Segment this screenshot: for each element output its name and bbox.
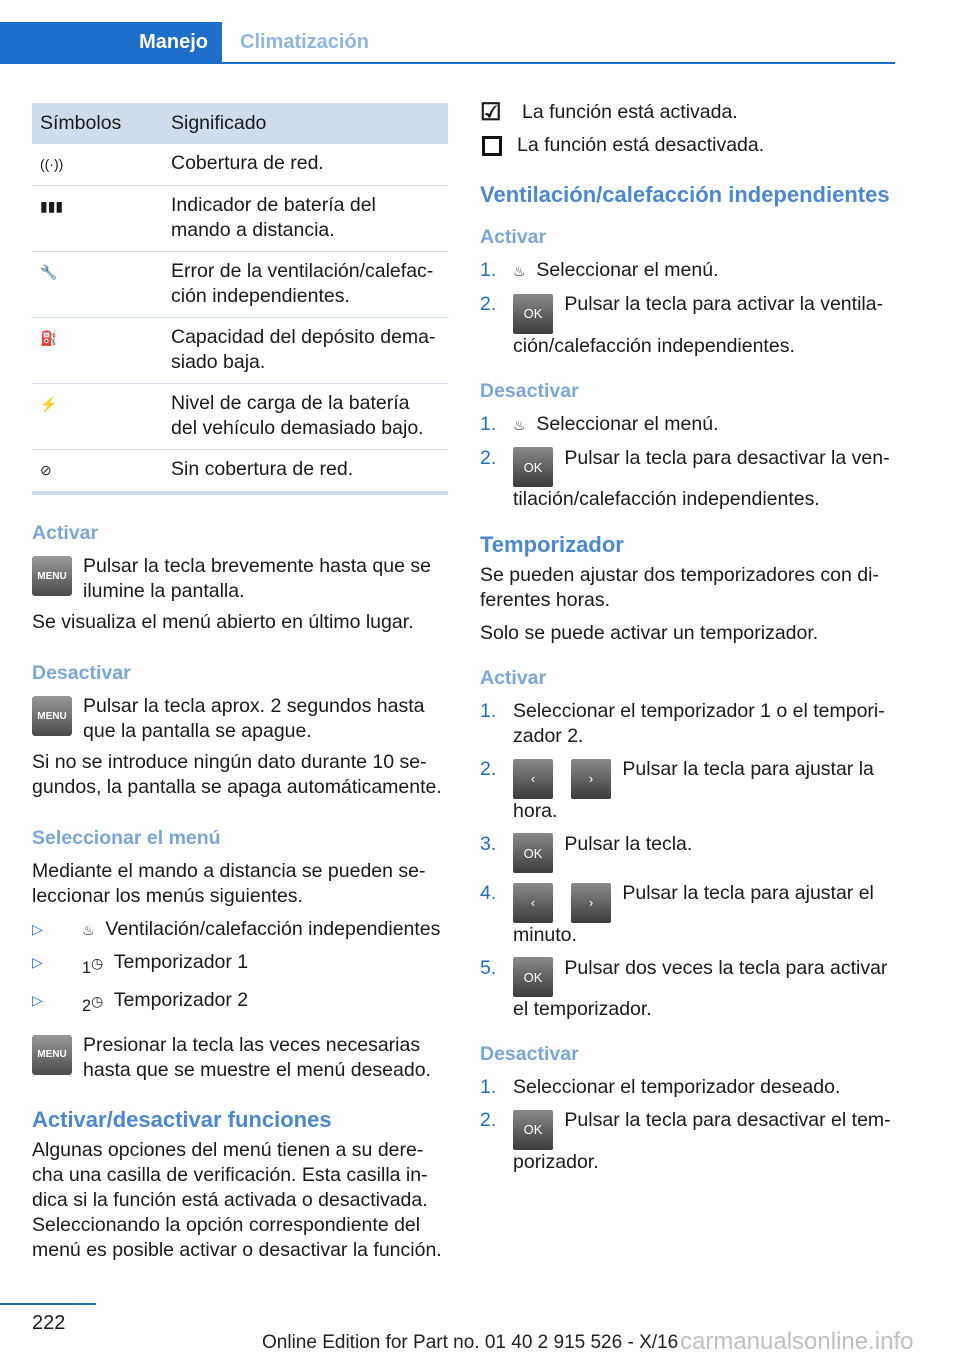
table-row: [32, 450, 448, 494]
checkbox-empty-icon: [482, 136, 502, 156]
list-item: 1. ♨ Seleccionar el menú.: [480, 412, 719, 435]
section-menu: Seleccionar el menú: [32, 827, 221, 849]
tab-climatizacion[interactable]: Climatización: [240, 31, 369, 53]
right-arrow-button-icon: ›: [571, 883, 611, 923]
ok-button-icon: OK: [513, 1110, 553, 1150]
ok-button-icon: OK: [513, 833, 553, 873]
check-off-text: La función está desactivada.: [517, 134, 765, 156]
vent-activar-steps: [480, 258, 900, 359]
check-off-line: [480, 133, 900, 158]
bullet-triangle-icon: ▷: [32, 954, 43, 970]
table-row: [32, 186, 448, 252]
timer-desactivar-steps: [480, 1075, 900, 1175]
section-activar: Activar: [32, 522, 99, 544]
timer-icon: ◷: [91, 955, 104, 971]
activar-key-row: [32, 554, 448, 604]
row-meaning: Error de la ventilación/calefacción independientes.: [163, 252, 448, 318]
ok-button-icon: OK: [513, 447, 553, 487]
section-ventilacion: Ventilación/calefacción independientes: [480, 182, 890, 207]
timer-number: 1: [82, 958, 92, 977]
menu-intro: Mediante el mando a distancia se pueden seleccionar los menús siguientes.: [32, 860, 426, 907]
timer-number: 2: [82, 996, 92, 1015]
right-column: [480, 100, 900, 1183]
table-row: [32, 318, 448, 384]
header-tabs: [0, 22, 895, 64]
menu-key-icon: MENU: [32, 556, 72, 596]
section-timer-desactivar: Desactivar: [480, 1043, 579, 1065]
funciones-text: Algunas opciones del menú tienen a su derecha una casilla de verificación. Esta casilla indica si la función está activada o desactivada. Seleccionando la opción correspondiente del menú es posible activar o desactivar la función.: [32, 1138, 442, 1261]
list-item: 1. Seleccionar el temporizador 1 o el temporizador 2.: [480, 700, 885, 747]
activar-note: Se visualiza el menú abierto en último lugar.: [32, 611, 414, 633]
row-meaning: Cobertura de red.: [163, 144, 448, 186]
wrench-icon: 🔧: [40, 264, 58, 280]
desactivar-key-row: [32, 694, 448, 744]
list-item: 1. ♨ Seleccionar el menú.: [480, 259, 719, 281]
page-number: 222: [32, 1312, 66, 1334]
ventilation-icon: ♨: [82, 922, 95, 938]
symbols-table: [32, 103, 448, 495]
list-item: 2. ‹ › Pulsar la tecla para ajustar la hora.: [480, 758, 874, 822]
vent-desactivar-steps: [480, 412, 900, 513]
right-arrow-button-icon: ›: [571, 759, 611, 799]
no-signal-icon: ⊘: [40, 462, 52, 478]
menu-key-text: Presionar la tecla las veces necesarias hasta que se muestre el menú deseado.: [83, 1033, 431, 1081]
list-item: [32, 917, 448, 943]
battery-icon: ▮▮▮: [40, 198, 64, 214]
left-column: [32, 103, 448, 1271]
section-timer-activar: Activar: [480, 667, 547, 689]
row-meaning: Indicador de batería del mando a distancia.: [163, 186, 448, 252]
ventilation-icon: ♨: [513, 263, 526, 279]
checkbox-checked-icon: ☑: [480, 98, 502, 126]
list-item: 4. ‹ › Pulsar la tecla para ajustar el minuto.: [480, 882, 874, 946]
activar-text: Pulsar la tecla brevemente hasta que se ilumine la pantalla.: [83, 555, 431, 602]
menu-key-icon: MENU: [32, 1035, 72, 1075]
section-vent-activar: Activar: [480, 226, 547, 248]
col-header-simbolos: Símbolos: [32, 103, 163, 144]
check-on-text: La función está activada.: [522, 101, 738, 123]
list-item: 2. OK Pulsar la tecla para desactivar el temporizador.: [480, 1109, 891, 1173]
timer-p2: Solo se puede activar un temporizador.: [480, 622, 819, 644]
menu-item-label: Temporizador 2: [113, 988, 249, 1011]
list-item: 1. Seleccionar el temporizador deseado.: [480, 1076, 841, 1098]
bullet-triangle-icon: ▷: [32, 921, 43, 937]
list-item: [32, 988, 448, 1019]
table-row: [32, 144, 448, 186]
list-item: 2. OK Pulsar la tecla para activar la ventilación/calefacción independientes.: [480, 293, 884, 357]
timer-icon: ◷: [91, 992, 104, 1009]
timer-activar-steps: [480, 699, 900, 1022]
menu-key-icon: MENU: [32, 696, 72, 736]
desactivar-note: Si no se introduce ningún dato durante 10 segundos, la pantalla se apaga automáticamente.: [32, 751, 442, 798]
section-vent-desactivar: Desactivar: [480, 379, 579, 402]
fuel-icon: ⛽: [40, 330, 58, 346]
row-meaning: Capacidad del depósito demasiado baja.: [163, 318, 448, 384]
footer-edition: Online Edition for Part no. 01 40 2 915 526 - X/16: [262, 1332, 679, 1353]
row-meaning: Nivel de carga de la batería del vehículo demasiado bajo.: [163, 384, 448, 450]
list-item: 2. OK Pulsar la tecla para desactivar la ventilación/calefacción independientes.: [480, 446, 890, 510]
page-number-bar: [0, 1303, 96, 1305]
desactivar-text: Pulsar la tecla aprox. 2 segundos hasta que la pantalla se apague.: [83, 695, 425, 742]
check-on-line: [480, 100, 900, 125]
ventilation-icon: ♨: [513, 416, 526, 433]
left-arrow-button-icon: ‹: [513, 883, 553, 923]
section-funciones: Activar/desactivar funciones: [32, 1106, 332, 1132]
watermark: carmanualsonline.info: [680, 1328, 914, 1355]
menu-key-row: [32, 1033, 448, 1083]
section-temporizador: Temporizador: [480, 532, 624, 557]
menu-item-label: Ventilación/calefacción independientes: [105, 918, 441, 940]
signal-icon: ((·)): [40, 156, 64, 172]
col-header-significado: Significado: [163, 103, 448, 144]
section-desactivar: Desactivar: [32, 662, 131, 684]
left-arrow-button-icon: ‹: [513, 759, 553, 799]
table-row: [32, 384, 448, 450]
list-item: [32, 950, 448, 981]
table-row: [32, 252, 448, 318]
menu-item-label: Temporizador 1: [113, 951, 249, 973]
tab-manejo[interactable]: Manejo: [0, 22, 222, 62]
bullet-triangle-icon: ▷: [32, 991, 43, 1008]
vehicle-battery-icon: ⚡: [40, 396, 58, 412]
list-item: 3. OK Pulsar la tecla.: [480, 832, 900, 874]
ok-button-icon: OK: [513, 294, 553, 334]
row-meaning: Sin cobertura de red.: [163, 450, 448, 494]
ok-button-icon: OK: [513, 957, 553, 997]
list-item: 5. OK Pulsar dos veces la tecla para activar el temporizador.: [480, 956, 888, 1020]
timer-p1: Se pueden ajustar dos temporizadores con diferentes horas.: [480, 564, 879, 611]
